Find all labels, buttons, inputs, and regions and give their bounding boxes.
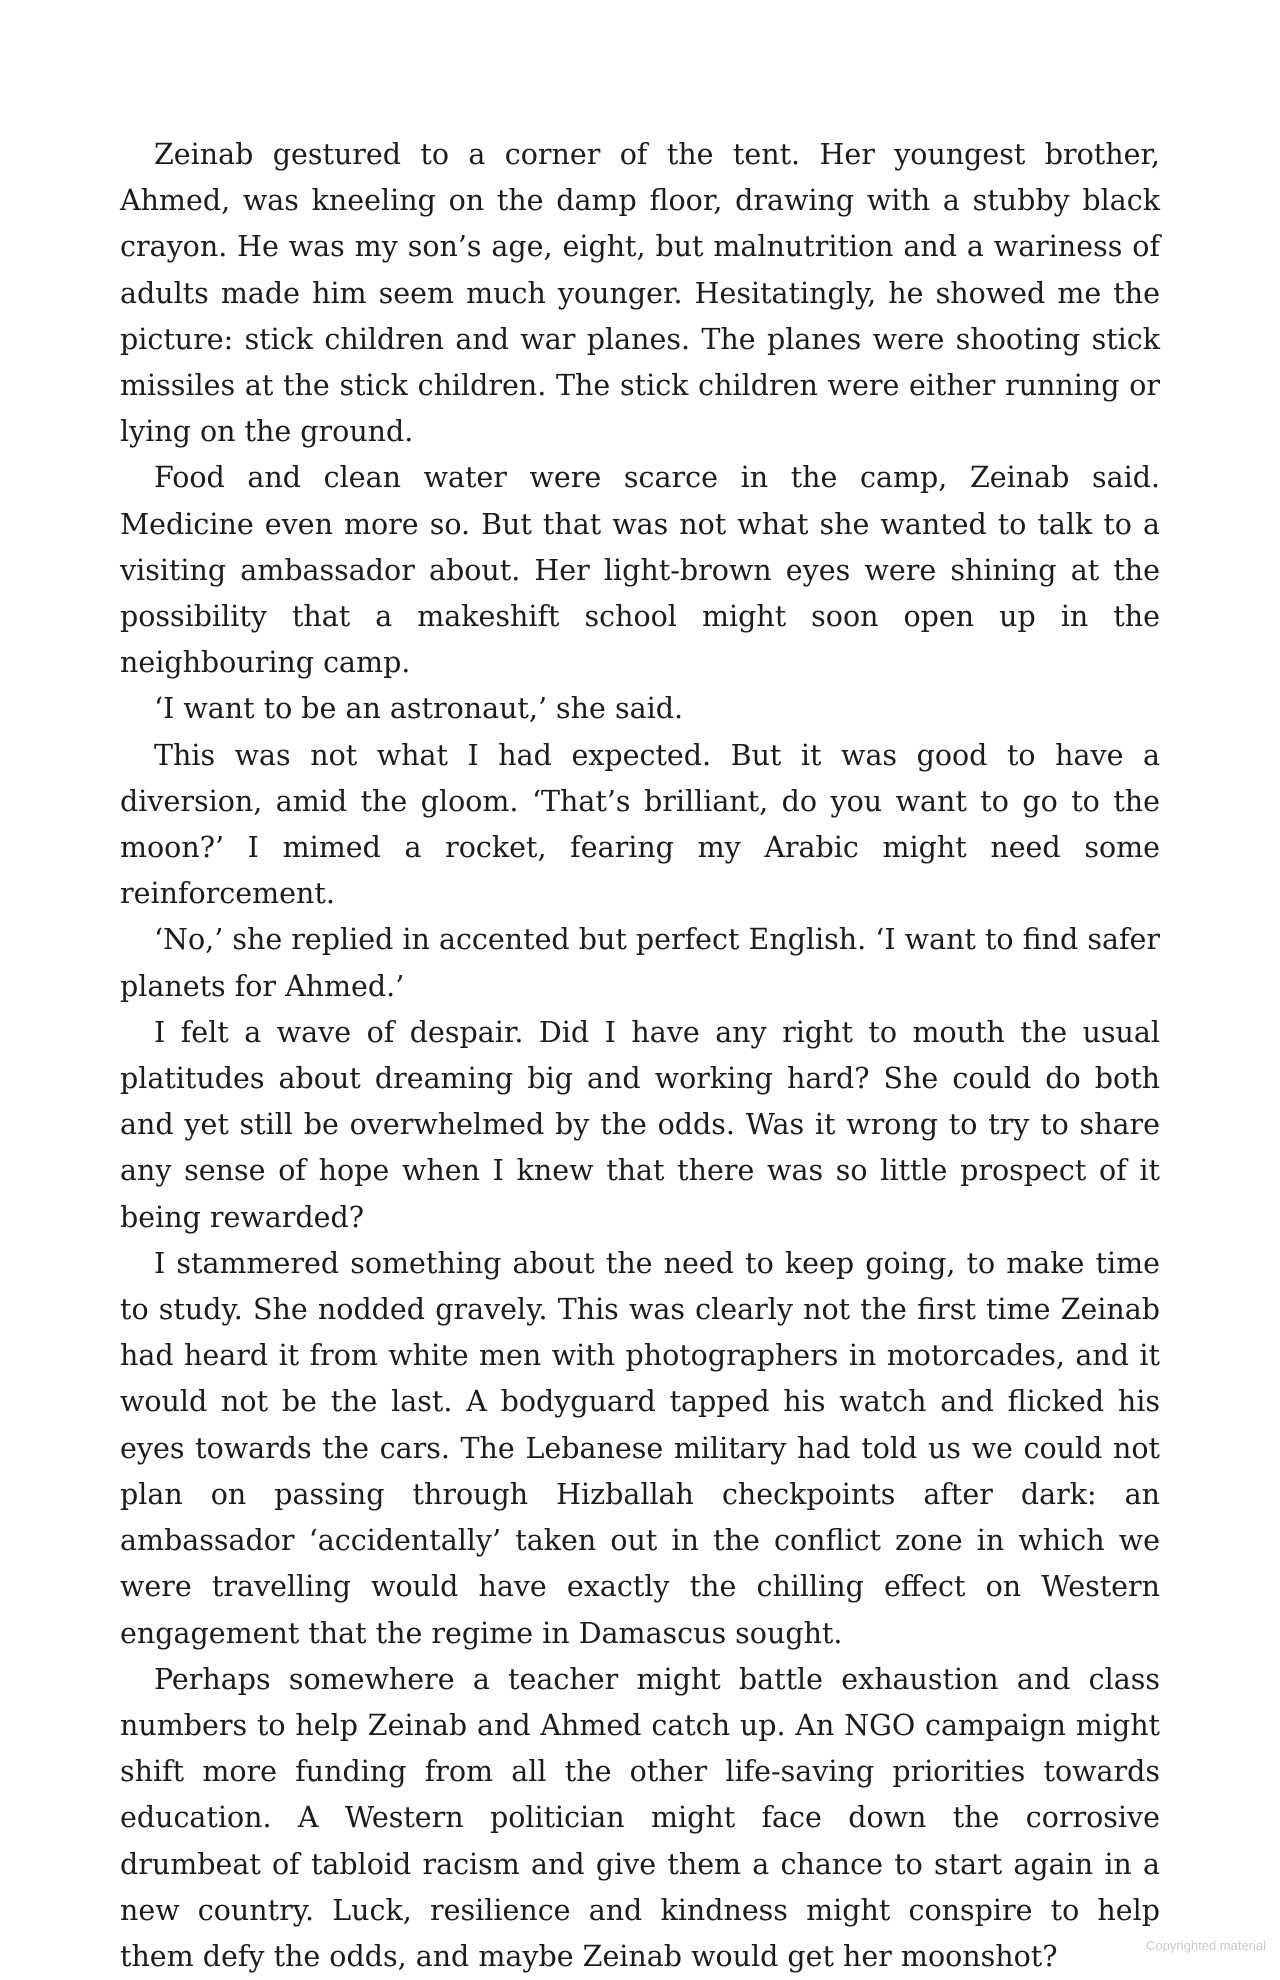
paragraph: I felt a wave of despair. Did I have any right to mouth the usual platitudes about dreaming big and working hard? She could do both and yet still be overwhelmed by the odds. Was it wrong to try to share any sense of hope when I knew that there was so little prospect of it being rewarded? bbox=[120, 1015, 1160, 1234]
paragraph: Zeinab gestured to a corner of the tent. Her youngest brother, Ahmed, was kneeling on the damp floor, drawing with a stubby black crayon. He was my son’s age, eight, but malnutrition and a wariness of adults made him seem much younger. Hesitatingly, he showed me the picture: stick children and war planes. The planes were shooting stick missiles at the stick children. The stick children were either running or lying on the ground. bbox=[120, 138, 1160, 449]
paragraph: Perhaps somewhere a teacher might battle exhaustion and class numbers to help Zeinab and Ahmed catch up. An NGO campaign might shift more funding from all the other life-saving priorities towards education. A Western politician might face down the corrosive drumbeat of tabloid racism and give them a chance to start again in a new country. Luck, resilience and kindness might conspire to help them defy the odds, and maybe Zeinab would get her moonshot? bbox=[120, 1662, 1160, 1973]
paragraph: This was not what I had expected. But it was good to have a diversion, amid the gloom. ‘That’s brilliant, do you want to go to the moon?’ I mimed a rocket, fearing my Arabic might need some reinforcement. bbox=[120, 738, 1160, 911]
body-text bbox=[120, 132, 1160, 1980]
copyright-watermark: Copyrighted material bbox=[1146, 1938, 1266, 1953]
paragraph: ‘No,’ she replied in accented but perfect English. ‘I want to find safer planets for Ahmed.’ bbox=[120, 923, 1160, 1003]
paragraph: ‘I want to be an astronaut,’ she said. bbox=[154, 692, 684, 726]
paragraph: Food and clean water were scarce in the camp, Zeinab said. Medicine even more so. But that was not what she wanted to talk to a visiting ambassador about. Her light-brown eyes were shining at the possibility that a makeshift school might soon open up in the neighbouring camp. bbox=[120, 461, 1160, 680]
paragraph: I stammered something about the need to keep going, to make time to study. She nodded gravely. This was clearly not the first time Zeinab had heard it from white men with photographers in motorcades, and it would not be the last. A bodyguard tapped his watch and flicked his eyes towards the cars. The Lebanese military had told us we could not plan on passing through Hizballah checkpoints after dark: an ambassador ‘accidentally’ taken out in the conflict zone in which we were travelling would have exactly the chilling effect on Western engagement that the regime in Damascus sought. bbox=[120, 1246, 1160, 1650]
